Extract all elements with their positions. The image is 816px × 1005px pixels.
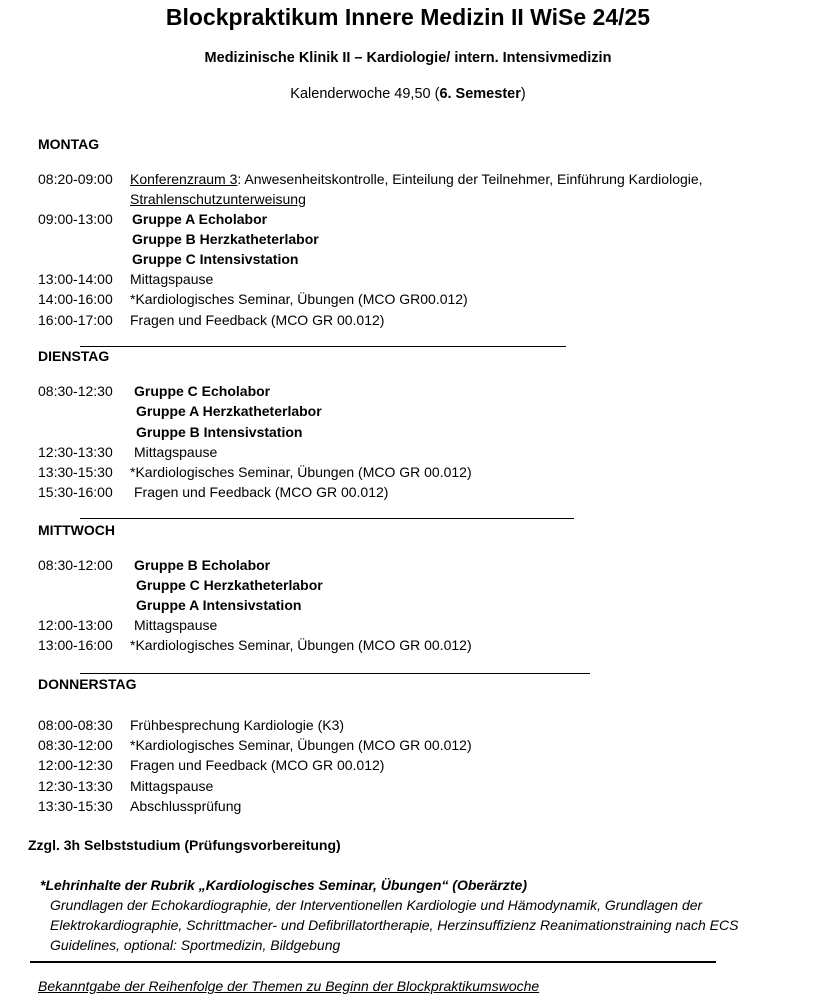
page-title: Blockpraktikum Innere Medizin II WiSe 24/25 xyxy=(165,4,651,30)
footer-divider xyxy=(30,961,716,963)
self-study-note: Zzgl. 3h Selbststudium (Prüfungsvorbereitung) xyxy=(28,837,341,853)
schedule-entry: Mittagspause xyxy=(130,271,214,287)
calendar-week-line xyxy=(0,86,816,102)
day-heading-tuesday: DIENSTAG xyxy=(38,348,110,364)
time-slot: 12:00-13:00 xyxy=(38,617,113,633)
time-slot: 15:30-16:00 xyxy=(38,484,113,500)
day-heading-wednesday: MITTWOCH xyxy=(38,522,115,538)
section-divider xyxy=(80,518,574,519)
time-slot: 13:00-14:00 xyxy=(38,271,113,287)
schedule-entry: Fragen und Feedback (MCO GR 00.012) xyxy=(130,757,385,773)
group-assignment: Gruppe C Intensivstation xyxy=(132,251,299,267)
schedule-entry: Abschlussprüfung xyxy=(130,798,242,814)
week-suffix: ) xyxy=(520,86,526,102)
time-slot: 08:00-08:30 xyxy=(38,717,113,733)
time-slot: 09:00-13:00 xyxy=(38,211,113,227)
room-label: Konferenzraum 3 xyxy=(130,171,238,187)
day-heading-monday: MONTAG xyxy=(38,136,100,152)
content-line: Guidelines, optional: Sportmedizin, Bildgebung xyxy=(50,937,341,953)
group-assignment: Gruppe C Herzkatheterlabor xyxy=(136,577,323,593)
schedule-entry xyxy=(130,169,703,189)
content-line: Elektrokardiographie, Schrittmacher- und Defibrillatortherapie, Herzinsuffizienz Reanimationstraining nach ECS xyxy=(50,917,739,933)
clinic-subtitle: Medizinische Klinik II – Kardiologie/ intern. Intensivmedizin xyxy=(204,50,612,66)
time-slot: 13:30-15:30 xyxy=(38,464,113,480)
schedule-entry: *Kardiologisches Seminar, Übungen (MCO GR 00.012) xyxy=(130,464,472,480)
time-slot: 08:30-12:30 xyxy=(38,383,113,399)
topic-order-note: Bekanntgabe der Reihenfolge der Themen zu Beginn der Blockpraktikumswoche xyxy=(38,978,540,994)
section-divider xyxy=(80,673,590,674)
time-slot: 16:00-17:00 xyxy=(38,312,113,328)
entry-text: : Anwesenheitskontrolle, Einteilung der Teilnehmer, Einführung Kardiologie, xyxy=(237,171,703,187)
schedule-entry: *Kardiologisches Seminar, Übungen (MCO GR 00.012) xyxy=(130,637,472,653)
schedule-entry: Fragen und Feedback (MCO GR 00.012) xyxy=(134,484,389,500)
day-heading-thursday: DONNERSTAG xyxy=(38,676,137,692)
time-slot: 12:30-13:30 xyxy=(38,444,113,460)
schedule-entry: Mittagspause xyxy=(134,444,218,460)
week-prefix: Kalenderwoche 49,50 ( xyxy=(290,86,440,102)
time-slot: 14:00-16:00 xyxy=(38,291,113,307)
time-slot: 08:30-12:00 xyxy=(38,737,113,753)
schedule-entry: Mittagspause xyxy=(134,617,218,633)
time-slot: 08:30-12:00 xyxy=(38,557,113,573)
group-assignment: Gruppe B Echolabor xyxy=(134,557,271,573)
group-assignment: Gruppe A Intensivstation xyxy=(136,597,302,613)
group-assignment: Gruppe A Echolabor xyxy=(132,211,268,227)
entry-text-continued: Strahlenschutzunterweisung xyxy=(130,191,306,207)
section-divider xyxy=(80,346,566,347)
group-assignment: Gruppe C Echolabor xyxy=(134,383,271,399)
content-heading: *Lehrinhalte der Rubrik „Kardiologisches Seminar, Übungen“ (Oberärzte) xyxy=(40,877,527,893)
schedule-entry: Mittagspause xyxy=(130,778,214,794)
group-assignment: Gruppe B Intensivstation xyxy=(136,424,303,440)
semester-label: 6. Semester xyxy=(439,86,521,102)
schedule-entry: *Kardiologisches Seminar, Übungen (MCO GR00.012) xyxy=(130,291,468,307)
group-assignment: Gruppe B Herzkatheterlabor xyxy=(132,231,319,247)
schedule-entry: Fragen und Feedback (MCO GR 00.012) xyxy=(130,312,385,328)
time-slot: 13:00-16:00 xyxy=(38,637,113,653)
schedule-entry: *Kardiologisches Seminar, Übungen (MCO GR 00.012) xyxy=(130,737,472,753)
content-line: Grundlagen der Echokardiographie, der Interventionellen Kardiologie und Hämodynamik, Grundlagen der xyxy=(50,897,703,913)
time-slot: 13:30-15:30 xyxy=(38,798,113,814)
group-assignment: Gruppe A Herzkatheterlabor xyxy=(136,403,322,419)
schedule-entry: Frühbesprechung Kardiologie (K3) xyxy=(130,717,345,733)
time-slot: 08:20-09:00 xyxy=(38,171,113,187)
time-slot: 12:30-13:30 xyxy=(38,778,113,794)
time-slot: 12:00-12:30 xyxy=(38,757,113,773)
